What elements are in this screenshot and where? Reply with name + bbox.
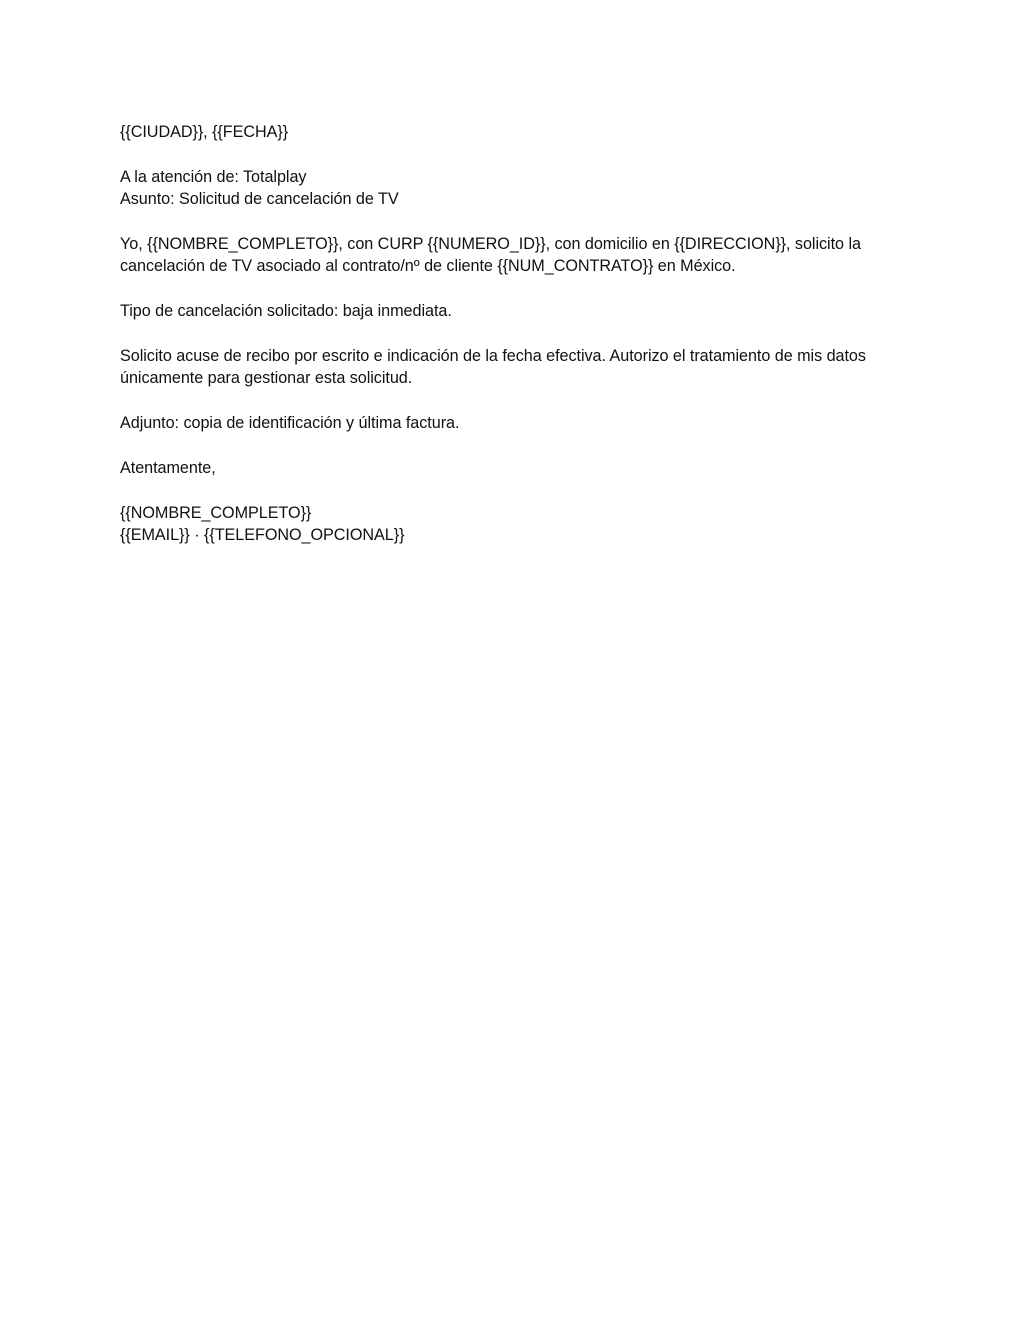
- letter-body: [120, 121, 910, 569]
- request-line-2: únicamente para gestionar esta solicitud.: [120, 369, 413, 388]
- attachments-line: Adjunto: copia de identificación y última factura.: [120, 414, 460, 433]
- intro-paragraph: [120, 233, 910, 278]
- closing-line: Atentamente,: [120, 459, 216, 477]
- request-line-1: Solicito acuse de recibo por escrito e indicación de la fecha efectiva. Autorizo el tratamiento de mis datos: [120, 347, 866, 365]
- subject-line: Asunto: Solicitud de cancelación de TV: [120, 190, 399, 209]
- signature-contact: {{EMAIL}} · {{TELEFONO_OPCIONAL}}: [120, 526, 405, 545]
- place-date: {{CIUDAD}}, {{FECHA}}: [120, 123, 289, 141]
- request-paragraph: [120, 345, 910, 390]
- attachments-paragraph: [120, 412, 910, 434]
- place-date-block: [120, 121, 910, 143]
- cancellation-type-paragraph: [120, 300, 910, 322]
- cancellation-type-line: Tipo de cancelación solicitado: baja inmediata.: [120, 302, 452, 321]
- recipient-line: A la atención de: Totalplay: [120, 167, 307, 186]
- header-block: [120, 166, 910, 211]
- closing-paragraph: [120, 457, 910, 479]
- intro-line-2: cancelación de TV asociado al contrato/nº de cliente {{NUM_CONTRATO}} en México.: [120, 257, 736, 276]
- signature-block: [120, 502, 910, 547]
- signature-name: {{NOMBRE_COMPLETO}}: [120, 503, 312, 522]
- intro-line-1: Yo, {{NOMBRE_COMPLETO}}, con CURP {{NUMERO_ID}}, con domicilio en {{DIRECCION}}, solicito la: [120, 235, 861, 253]
